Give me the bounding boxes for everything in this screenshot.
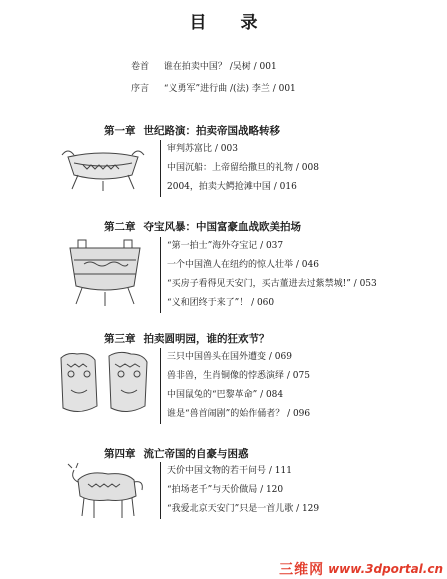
toc-entry[interactable]: “我爱北京天安门”只是一首儿歌 / 129 [167, 504, 320, 514]
front-matter-item[interactable] [131, 59, 277, 72]
chapter-number: 第一章 [104, 125, 136, 137]
bronze-vessel-illustration [58, 143, 148, 193]
toc-entry[interactable]: 谁是“兽首闹剧”的始作俑者？ / 096 [167, 409, 311, 419]
watermark-brand: 三维网 [279, 562, 325, 578]
chapter-entries [160, 140, 319, 197]
toc-entry[interactable]: 2004，拍卖大鳄抢滩中国 / 016 [167, 182, 297, 192]
chapter-number: 第三章 [104, 333, 136, 345]
chapter-entries [160, 237, 377, 313]
front-matter-text: “义勇军”进行曲 /(法) 李兰 / 001 [163, 84, 296, 94]
page-title: 目 录 [189, 13, 272, 33]
chapter-heading-3[interactable] [104, 331, 270, 346]
toc-entry[interactable]: 一个中国渔人在纽约的惊人壮举 / 046 [167, 260, 319, 270]
bronze-ding-illustration [60, 236, 150, 308]
bronze-heads-illustration [55, 350, 153, 418]
front-matter-text: 谁在拍卖中国？ /吴树 / 001 [163, 62, 277, 72]
toc-entry[interactable]: 审判苏富比 / 003 [167, 144, 238, 154]
toc-entry[interactable]: 中国沉船：上帝留给撒旦的礼物 / 008 [167, 163, 319, 173]
chapter-entries [160, 462, 319, 519]
chapter-entries [160, 348, 310, 424]
toc-entry[interactable]: “义和团终于来了”！ / 060 [167, 298, 275, 308]
chapter-title: 夺宝风暴：中国富豪血战欧美拍场 [143, 221, 301, 233]
toc-entry[interactable]: “拍场老千”与天价做局 / 120 [167, 485, 284, 495]
chapter-number: 第二章 [104, 221, 136, 233]
front-matter-label: 卷首 [131, 62, 150, 72]
chapter-heading-2[interactable] [104, 219, 301, 234]
front-matter-label: 序言 [131, 84, 150, 94]
chapter-title: 世纪路演：拍卖帝国战略转移 [143, 125, 280, 137]
watermark-logo [279, 561, 443, 577]
toc-entry[interactable]: 中国鼠兔的“巴黎革命” / 084 [167, 390, 284, 400]
toc-entry[interactable]: 三只中国兽头在国外遭变 / 069 [167, 352, 292, 362]
bronze-ox-illustration [64, 460, 148, 524]
toc-entry[interactable]: “第一拍士”海外夺宝记 / 037 [167, 241, 284, 251]
chapter-title: 流亡帝国的自豪与困惑 [143, 448, 249, 460]
chapter-heading-4[interactable] [104, 446, 249, 461]
chapter-heading-1[interactable] [104, 123, 280, 138]
chapter-number: 第四章 [104, 448, 136, 460]
watermark-url: www.3dportal.cn [328, 562, 443, 576]
chapter-title: 拍卖圆明园，谁的狂欢节？ [143, 333, 270, 345]
front-matter-item[interactable] [131, 81, 296, 94]
toc-entry[interactable]: “买房子看得见天安门，买古董进去过紫禁城!” / 053 [167, 279, 377, 289]
toc-entry[interactable]: 天价中国文物的若干问号 / 111 [167, 466, 292, 476]
toc-entry[interactable]: 兽非兽，生肖铜像的悖悉演绎 / 075 [167, 371, 310, 381]
